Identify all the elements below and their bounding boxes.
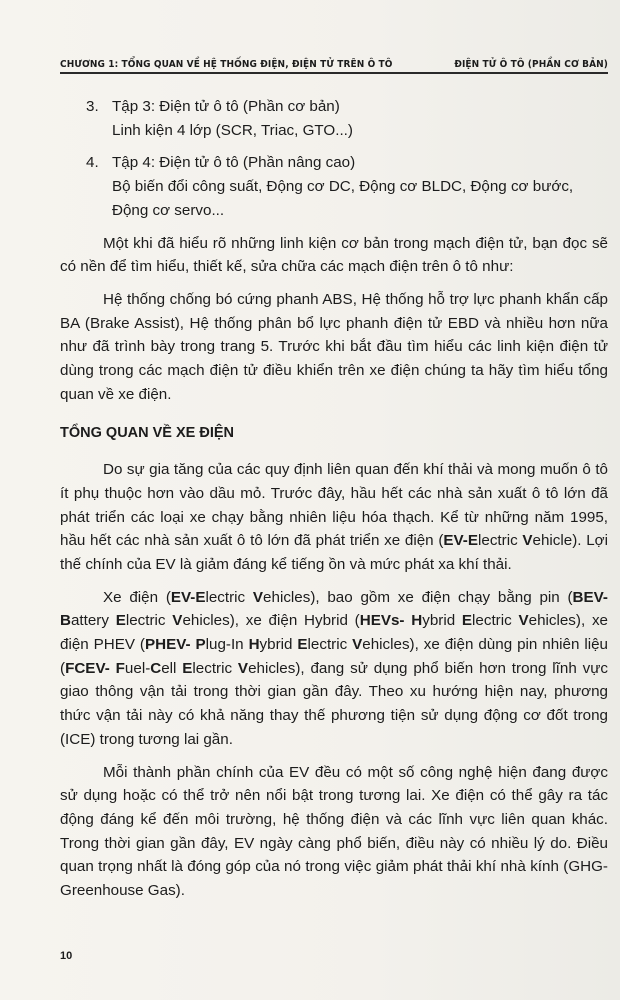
list-subtext: Linh kiện 4 lớp (SCR, Triac, GTO...) (112, 121, 353, 139)
paragraph: Mỗi thành phần chính của EV đều có một số công nghệ hiện đang được sử dụng hoặc có thể trở nên nổi bật trong tương lai. Xe điện có thể gây ra tác động đáng kể đến môi trường, hệ thống điện và các lĩnh vực liên quan khác. Trong thời gian gần đây, EV ngày càng phổ biến, điều này có nhiều lý do. Điều quan trọng nhất là đóng góp của nó trong việc giảm phát thải khí nhà kính (GHG-Greenhouse Gas). (60, 763, 608, 900)
page-body (60, 95, 608, 912)
paragraph: Hệ thống chống bó cứng phanh ABS, Hệ thống hỗ trợ lực phanh khẩn cấp BA (Brake Assist), Hệ thống phân bổ lực phanh điện tử EBD và nhiều hơn nữa như đã trình bày trong trang 5. Trước khi bắt đầu tìm hiểu các linh kiện điện tử dùng trong các mạch điện tử điều khiển trên xe điện chúng ta hãy tìm hiểu tổng quan về xe điện. (60, 290, 608, 403)
list-item (60, 151, 608, 175)
list-number: 4. (86, 154, 99, 172)
list-item (60, 95, 608, 119)
header-book-title: ĐIỆN TỬ Ô TÔ (PHẦN CƠ BẢN) (454, 59, 608, 70)
page-number: 10 (60, 950, 73, 962)
list-number: 3. (86, 98, 99, 115)
list-subtext: Bộ biến đổi công suất, Động cơ DC, Động cơ BLDC, Động cơ bước, Động cơ servo... (112, 178, 574, 219)
header-chapter-title: CHƯƠNG 1: TỔNG QUAN VỀ HỆ THỐNG ĐIỆN, ĐIỆN TỬ TRÊN Ô TÔ (60, 59, 393, 70)
list-text: Tập 3: Điện tử ô tô (Phần cơ bản) (112, 98, 340, 115)
paragraph: Một khi đã hiểu rõ những linh kiện cơ bản trong mạch điện tử, bạn đọc sẽ có nền để tìm hiểu, thiết kế, sửa chữa các mạch điện trên ô tô như: (60, 234, 608, 276)
paragraph: Xe điện (EV-Electric Vehicles), bao gồm xe điện chạy bằng pin (BEV- Battery Electric Vehicles), xe điện Hybrid (HEVs- Hybrid Electric Vehicles), xe điện PHEV (PHEV- Plug-In Hybrid Electric Vehicles), xe điện dùng pin nhiên liệu (FCEV- Fuel-Cell Electric Vehicles), đang sử dụng phổ biến hơn trong lĩnh vực giao thông vận tải trong thời gian gần đây. Theo xu hướng hiện nay, phương thức vận tải này có khả năng thay thế phương tiện sử dụng động cơ đốt trong (ICE) trong tương lai gần. (60, 588, 608, 748)
list-text: Tập 4: Điện tử ô tô (Phần nâng cao) (112, 154, 356, 172)
running-header (60, 48, 608, 74)
paragraph: Do sự gia tăng của các quy định liên quan đến khí thải và mong muốn ô tô ít phụ thuộc hơn vào dầu mỏ. Trước đây, hầu hết các nhà sản xuất ô tô lớn đã phát triển các loại xe chạy bằng nhiên liệu hóa thạch. Kể từ những năm 1995, hầu hết các nhà sản xuất ô tô lớn đã phát triển xe điện (EV-Electric Vehicle). Lợi thế chính của EV là giảm đáng kể tiếng ồn và mức phát xa khí thải. (60, 461, 608, 573)
section-heading: TỔNG QUAN VỀ XE ĐIỆN (60, 425, 235, 442)
